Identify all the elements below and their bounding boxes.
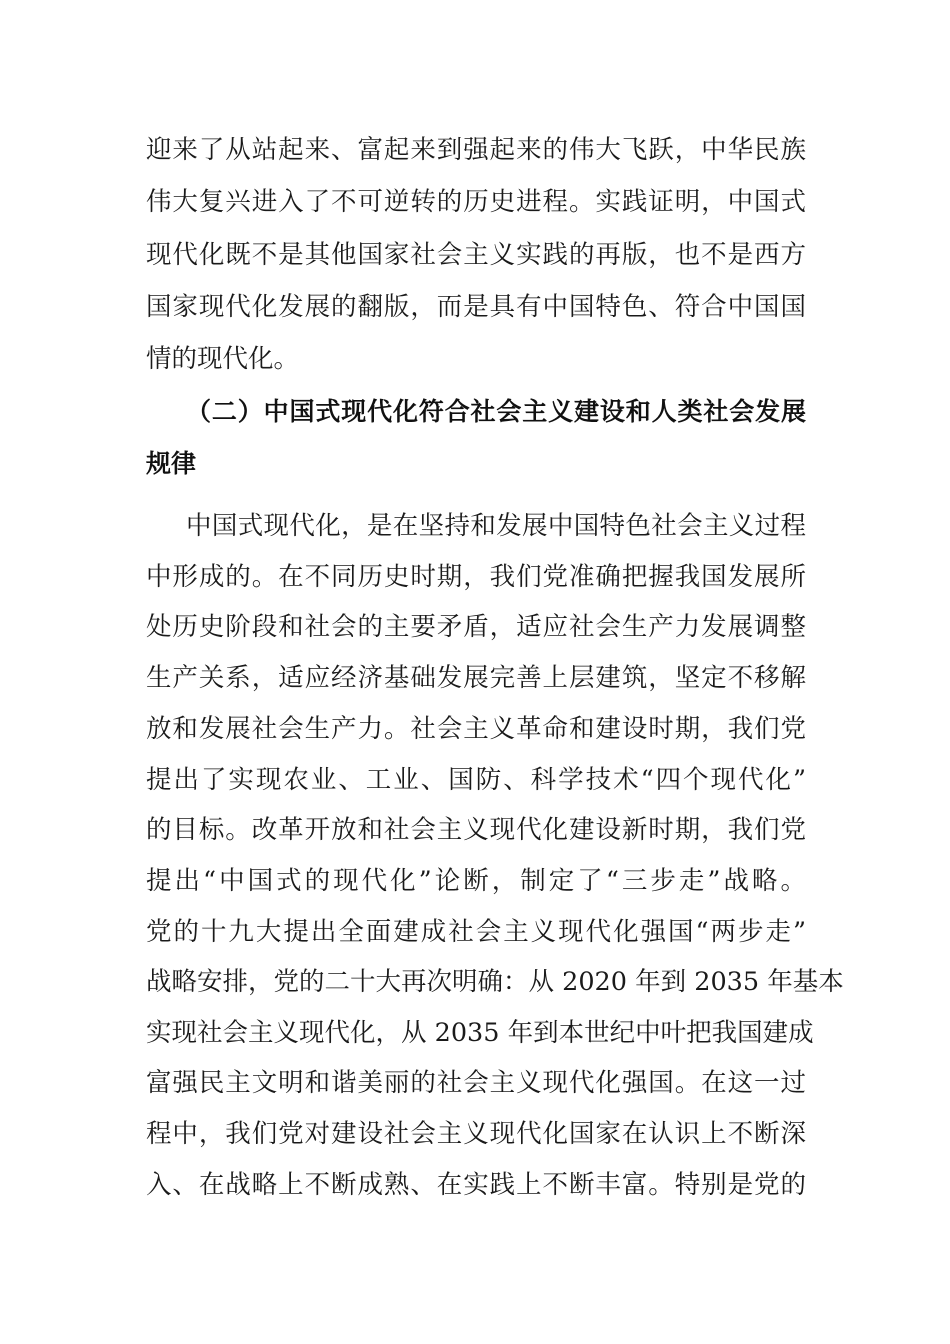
paragraph-2-line-12: 富强民主文明和谐美丽的社会主义现代化强国。在这一过 <box>146 1068 806 1098</box>
paragraph-2-line-9: 党的十九大提出全面建成社会主义现代化强国“两步走” <box>146 917 806 947</box>
paragraph-2-line-10: 战略安排，党的二十大再次明确：从 2020 年到 2035 年基本 <box>146 967 844 997</box>
paragraph-2-line-6: 提出了实现农业、工业、国防、科学技术“四个现代化” <box>146 765 806 795</box>
paragraph-1-line-5: 情的现代化。 <box>146 344 300 374</box>
paragraph-2-line-5: 放和发展社会生产力。社会主义革命和建设时期，我们党 <box>146 714 806 744</box>
paragraph-2-line-3: 处历史阶段和社会的主要矛盾，适应社会生产力发展调整 <box>146 612 806 642</box>
paragraph-2-line-11: 实现社会主义现代化，从 2035 年到本世纪中叶把我国建成 <box>146 1018 814 1048</box>
paragraph-2-line-4: 生产关系，适应经济基础发展完善上层建筑，坚定不移解 <box>146 663 806 693</box>
paragraph-2-line-1: 中国式现代化，是在坚持和发展中国特色社会主义过程 <box>186 511 806 541</box>
paragraph-1-line-3: 现代化既不是其他国家社会主义实践的再版，也不是西方 <box>146 240 806 270</box>
paragraph-1-line-1: 迎来了从站起来、富起来到强起来的伟大飞跃，中华民族 <box>146 135 806 165</box>
paragraph-2-line-8: 提出“中国式的现代化”论断，制定了“三步走”战略。 <box>146 866 806 896</box>
paragraph-2-line-14: 入、在战略上不断成熟、在实践上不断丰富。特别是党的 <box>146 1170 806 1200</box>
paragraph-1-line-2: 伟大复兴进入了不可逆转的历史进程。实践证明，中国式 <box>146 187 806 217</box>
paragraph-2-line-2: 中形成的。在不同历史时期，我们党准确把握我国发展所 <box>146 562 806 592</box>
paragraph-2-line-13: 程中，我们党对建设社会主义现代化国家在认识上不断深 <box>146 1119 806 1149</box>
paragraph-2-line-7: 的目标。改革开放和社会主义现代化建设新时期，我们党 <box>146 815 806 845</box>
paragraph-1-line-4: 国家现代化发展的翻版，而是具有中国特色、符合中国国 <box>146 292 806 322</box>
section-heading-line-1: （二）中国式现代化符合社会主义建设和人类社会发展 <box>186 397 806 426</box>
section-heading-line-2: 规律 <box>146 449 197 478</box>
